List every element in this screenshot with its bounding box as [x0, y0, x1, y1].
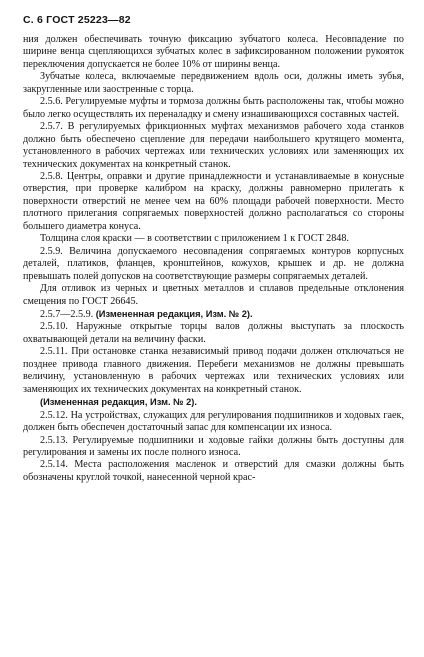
paragraph: ния должен обеспечивать точную фиксацию зубчатого колеса. Несовпадение по ширине венца сцепляющихся зубчатых колес в зафиксированном положении рукояток переключения допускается не более 10% от ширины венца.: [23, 34, 404, 70]
amendment-label: (Измененная редакция, Изм. № 2).: [95, 308, 253, 319]
document-body: [23, 34, 404, 484]
amendment-note: [23, 308, 404, 321]
amendment-clauses: 2.5.7—2.5.9.: [40, 308, 94, 320]
paragraph: 2.5.14. Места расположения масленок и отверстий для смазки должны быть обозначены круглой точкой, нанесенной черной крас-: [23, 459, 404, 483]
page-header: С. 6 ГОСТ 25223—82: [23, 14, 131, 26]
paragraph: Толщина слоя краски — в соответствии с приложением 1 к ГОСТ 2848.: [40, 233, 349, 245]
paragraph: 2.5.10. Наружные открытые торцы валов должны выступать за плоскость охватывающей детали на величину фаски.: [23, 321, 404, 345]
paragraph: 2.5.8. Центры, оправки и другие принадлежности и устанавливаемые в конусные отверстия, при проверке калибром на краску, должны равномерно прилегать к поверхности отверстий не менее чем на 60% площади рабочей поверхности. Место плотного прилегания сопрягаемых поверхностей должно располагаться со стороны большего диаметра конуса.: [23, 170, 404, 232]
paragraph: 2.5.7. В регулируемых фрикционных муфтах механизмов рабочего хода станков должно быть обеспечено сцепление для передачи наибольшего крутящего момента, установленного в рабочих чертежах или технических условиях или заменяющих их технических документах на конкретный станок.: [23, 121, 404, 170]
paragraph: 2.5.11. При остановке станка независимый привод подачи должен отключаться не позднее привода главного движения. Перебеги механизмов не должны превышать величину, установленную в рабочих чертежах или технических условиях или заменяющих их технических документах на конкретный станок.: [23, 346, 404, 395]
paragraph: 2.5.6. Регулируемые муфты и тормоза должны быть расположены так, чтобы можно было легко осуществлять их переналадку и смену изнашивающихся составных частей.: [23, 96, 404, 120]
paragraph: 2.5.12. На устройствах, служащих для регулирования подшипников и ходовых гаек, должен быть обеспечен достаточный запас для компенсации их износа.: [23, 409, 404, 434]
paragraph: 2.5.9. Величина допускаемого несовпадения сопрягаемых контуров корпусных деталей, платиков, фланцев, кронштейнов, кожухов, крышек и др. не должна превышать полей допусков на соответствующие размеры сопрягаемых деталей.: [23, 245, 404, 282]
amendment-label: (Измененная редакция, Изм. № 2).: [40, 397, 197, 408]
paragraph: 2.5.13. Регулируемые подшипники и ходовые гайки должны быть доступны для регулирования и замены их после полного износа.: [23, 434, 404, 458]
paragraph: Зубчатые колеса, включаемые передвижением вдоль оси, должны иметь зубья, закругленные или заостренные с торца.: [23, 71, 404, 95]
amendment-note: [23, 396, 404, 409]
paragraph: Для отливок из черных и цветных металлов и сплавов предельные отклонения смещения по ГОСТ 26645.: [23, 283, 404, 307]
